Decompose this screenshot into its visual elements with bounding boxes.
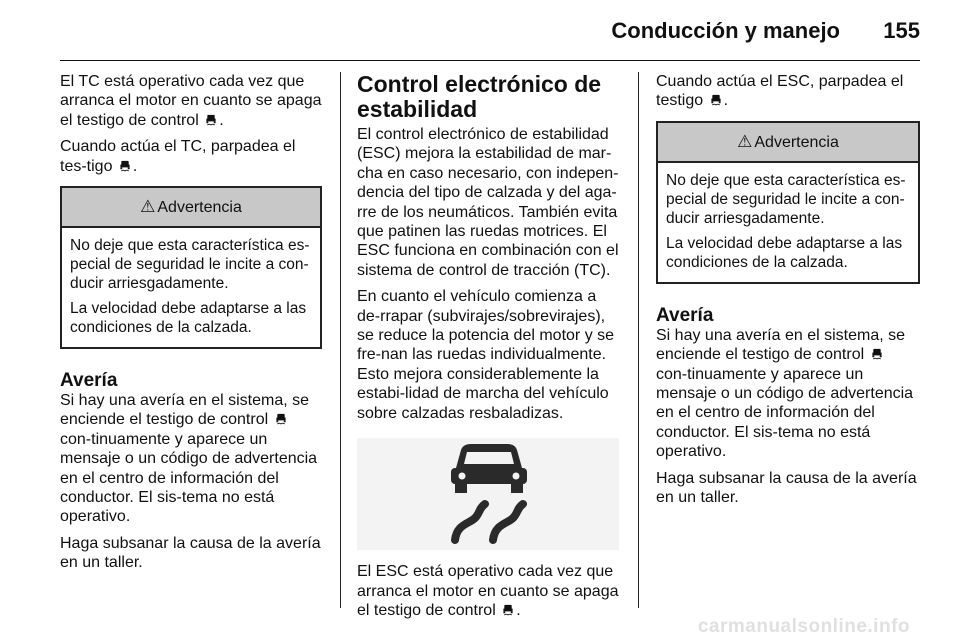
warning-box	[656, 121, 920, 284]
traction-control-icon	[205, 114, 217, 126]
page-number: 155	[883, 18, 920, 43]
column-divider	[340, 72, 341, 608]
paragraph: Haga subsanar la causa de la avería en un taller.	[656, 469, 917, 507]
esc-skid-warning-icon	[447, 442, 531, 546]
paragraph: Si hay una avería en el sistema, se enciende el testigo de control con-tinuamente y aparece un mensaje o un código de advertencia en el centro de información del conductor. El sis-tema no está operativo.	[60, 392, 318, 526]
warning-text: La velocidad debe adaptarse a las condiciones de la calzada.	[666, 234, 903, 271]
paragraph: Si hay una avería en el sistema, se enciende el testigo de control con-tinuamente y aparece un mensaje o un código de advertencia en el centro de información del conductor. El sis-tema no está operativo.	[656, 326, 914, 461]
watermark: carmanualsonline.info	[697, 616, 910, 637]
warning-header	[658, 123, 918, 163]
column-right	[656, 72, 920, 514]
paragraph: Haga subsanar la causa de la avería en un taller.	[60, 534, 321, 572]
column-left	[60, 72, 322, 580]
warning-box	[60, 186, 322, 349]
paragraph: El TC está operativo cada vez que arranca el motor en cuanto se apaga el testigo de control .	[60, 73, 322, 129]
page-header	[60, 0, 920, 61]
column-middle	[357, 72, 622, 627]
fault-heading: Avería	[60, 370, 118, 392]
section-title: Control electrónico de estabilidad	[357, 71, 602, 122]
paragraph: Cuando actúa el TC, parpadea el tes-tigo .	[60, 138, 296, 175]
warning-text: No deje que esta característica es-pecial de seguridad le incite a con-ducir arriesgadamente.	[70, 237, 310, 293]
warning-header	[62, 188, 320, 228]
column-divider	[638, 72, 639, 608]
chapter-title: Conducción y manejo	[611, 18, 840, 43]
fault-heading: Avería	[656, 304, 714, 326]
paragraph: En cuanto el vehículo comienza a de-rrapar (subvirajes/sobrevirajes), se reduce la potencia del motor y se fre-nan las ruedas individualmente. Esto mejora considerablemente la estabi-lidad de marcha del vehículo sobre calzadas resbaladizas.	[357, 288, 615, 422]
warning-body	[62, 228, 320, 347]
warning-text: La velocidad debe adaptarse a las condiciones de la calzada.	[70, 300, 307, 337]
esc-illustration	[357, 438, 619, 550]
traction-control-icon	[502, 604, 514, 616]
traction-control-icon	[275, 413, 287, 425]
warning-triangle-icon: ⚠	[737, 131, 753, 151]
traction-control-icon	[119, 160, 131, 172]
warning-title: Advertencia	[754, 133, 839, 151]
paragraph: Cuando actúa el ESC, parpadea el testigo .	[656, 73, 904, 110]
warning-title: Advertencia	[157, 199, 242, 217]
warning-body	[658, 163, 918, 282]
traction-control-icon	[871, 348, 883, 360]
paragraph: El ESC está operativo cada vez que arranca el motor en cuanto se apaga el testigo de control .	[357, 563, 619, 619]
warning-text: No deje que esta característica es-pecial de seguridad le incite a con-ducir arriesgadamente.	[666, 171, 906, 227]
warning-triangle-icon: ⚠	[140, 197, 156, 217]
traction-control-icon	[710, 94, 722, 106]
paragraph: El control electrónico de estabilidad (ESC) mejora la estabilidad de mar-cha en caso necesario, con indepen-dencia del tipo de calzada y del aga-rre de los neumáticos. También evita que patinen las ruedas motrices. El ESC funciona en combinación con el sistema de control de tracción (TC).	[357, 126, 619, 279]
